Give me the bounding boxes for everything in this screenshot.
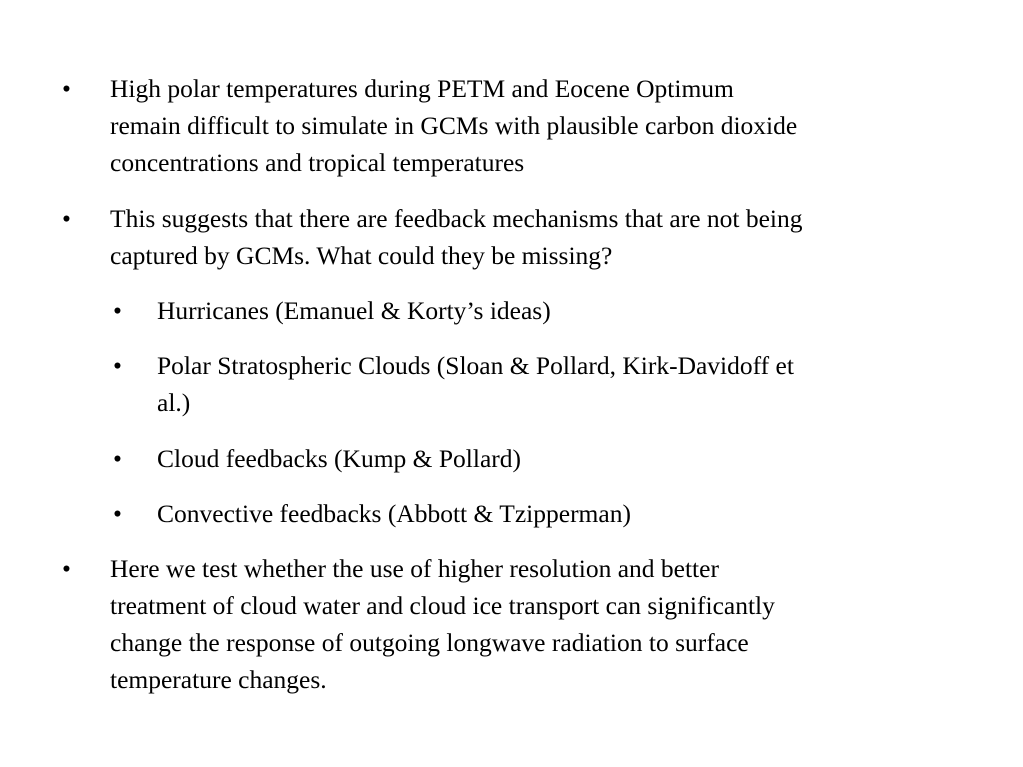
bullet-text <box>157 495 631 532</box>
bullet-line: Cloud feedbacks (Kump & Pollard) <box>157 444 522 473</box>
bullet-line: al.) <box>157 388 191 417</box>
bullet-line: concentrations and tropical temperatures <box>110 148 525 177</box>
bullet-line: Convective feedbacks (Abbott & Tzipperman) <box>157 499 631 528</box>
bullet-text <box>110 550 775 698</box>
bullet-marker: • <box>113 296 122 325</box>
bullet-line: treatment of cloud water and cloud ice transport can significantly <box>110 591 775 620</box>
bullet-text <box>157 440 521 477</box>
bullet-marker: • <box>113 351 122 380</box>
bullet-text <box>157 347 794 421</box>
bullet-marker: • <box>113 444 122 473</box>
bullet-line: High polar temperatures during PETM and Eocene Optimum <box>110 74 734 103</box>
bullet-line: change the response of outgoing longwave radiation to surface <box>110 628 749 657</box>
bullet-line: Polar Stratospheric Clouds (Sloan & Pollard, Kirk-Davidoff et <box>157 351 794 380</box>
bullet-text <box>110 200 803 274</box>
bullet-line: captured by GCMs. What could they be missing? <box>110 241 613 270</box>
bullet-marker: • <box>62 74 71 103</box>
bullet-marker: • <box>62 554 71 583</box>
bullet-marker: • <box>113 499 122 528</box>
bullet-marker: • <box>62 204 71 233</box>
bullet-line: Hurricanes (Emanuel & Korty’s ideas) <box>157 296 551 325</box>
bullet-text <box>110 70 797 181</box>
bullet-line: temperature changes. <box>110 665 327 694</box>
bullet-line: remain difficult to simulate in GCMs with plausible carbon dioxide <box>110 111 798 140</box>
bullet-line: This suggests that there are feedback mechanisms that are not being <box>110 204 803 233</box>
bullet-line: Here we test whether the use of higher resolution and better <box>110 554 719 583</box>
bullet-text <box>157 292 551 329</box>
